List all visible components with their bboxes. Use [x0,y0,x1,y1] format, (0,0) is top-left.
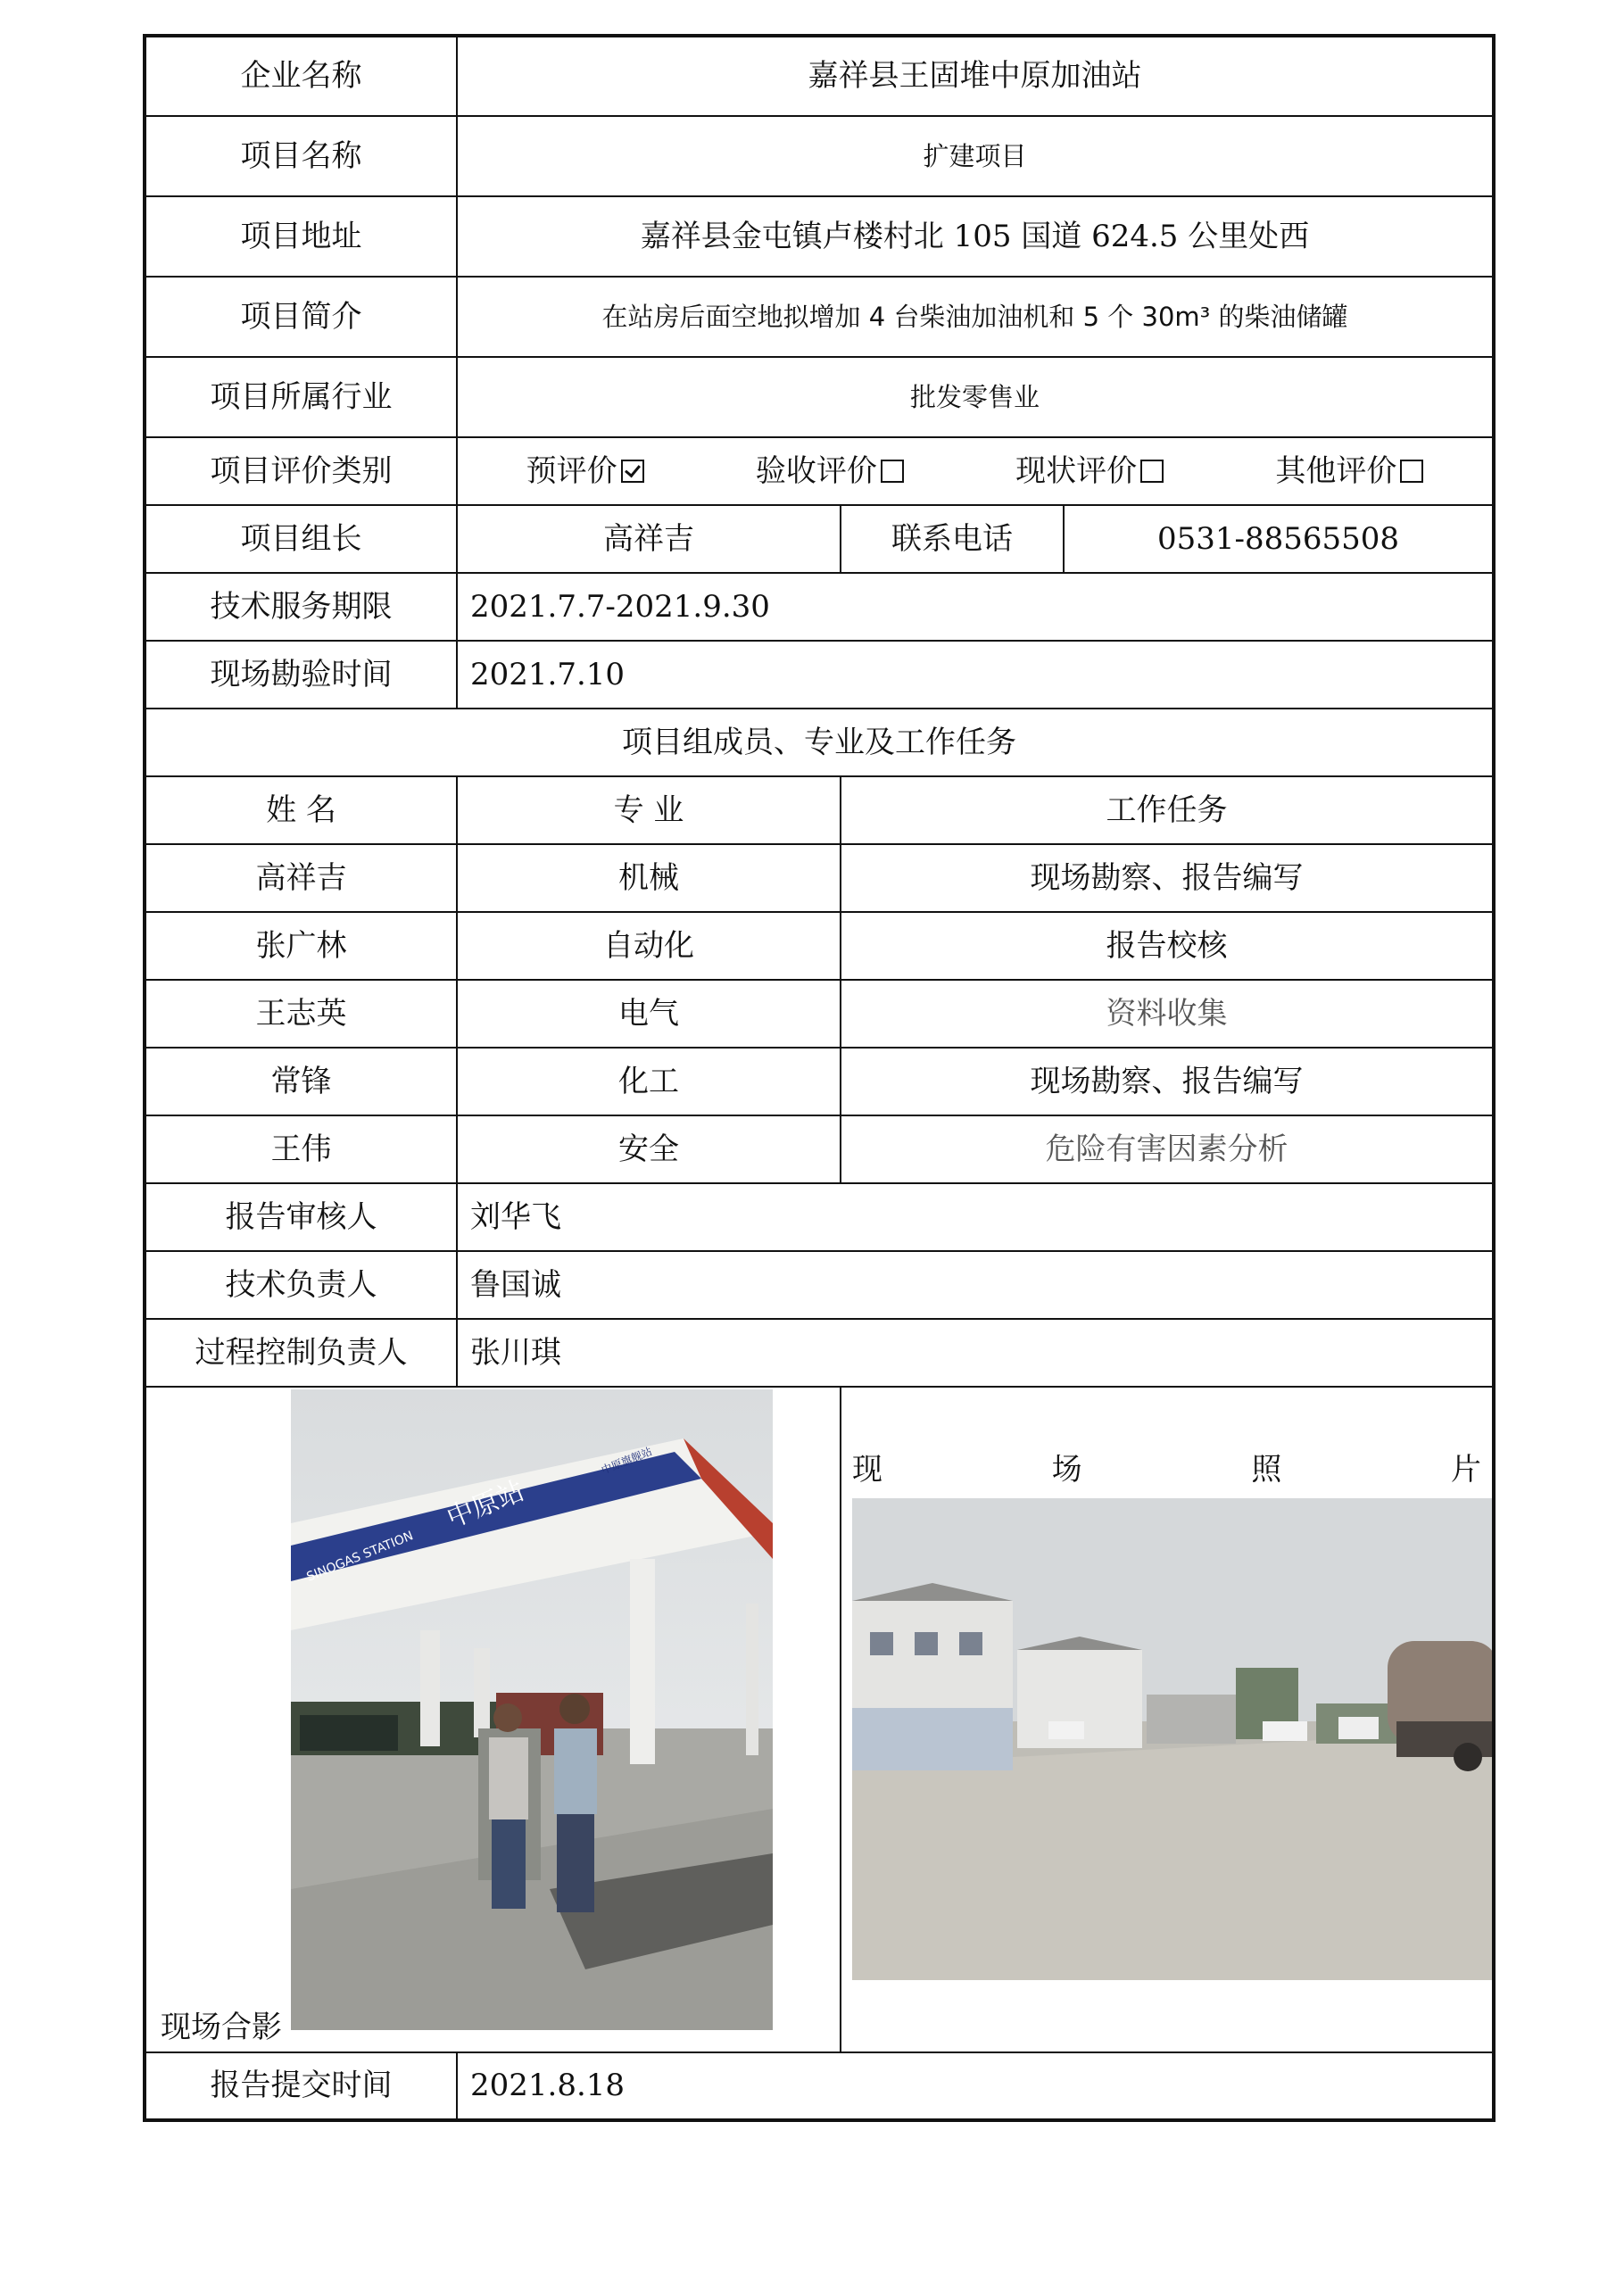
table-row [145,980,1494,1048]
table-row [145,1115,1494,1183]
industry-label: 项目所属行业 [145,357,457,437]
checkbox-icon[interactable] [1400,460,1423,483]
site-photo-cell [841,1387,1494,2052]
group-photo-cell [145,1387,841,2052]
row-project-address [145,196,1494,277]
canopy-side-text: 中原旗舰站 [599,1445,654,1477]
process-lead-label: 过程控制负责人 [145,1319,457,1387]
leader-value: 高祥吉 [457,505,841,573]
row-submit-time [145,2052,1494,2120]
group-photo-label: 现场合影 [161,2010,282,2046]
submit-time-label: 报告提交时间 [145,2052,457,2120]
row-service-period [145,573,1494,641]
survey-time-value: 2021.7.10 [457,641,1494,709]
eval-option-status[interactable]: 现状评价 [1015,453,1164,490]
phone-value: 0531-88565508 [1064,505,1494,573]
row-eval-type [145,437,1494,505]
checkbox-icon[interactable] [621,460,644,483]
service-period-label: 技术服务期限 [145,573,457,641]
row-leader [145,505,1494,573]
member-name: 张广林 [145,912,457,980]
company-name-value: 嘉祥县王固堆中原加油站 [457,36,1494,116]
team-section-title: 项目组成员、专业及工作任务 [145,709,1494,776]
project-summary-label: 项目简介 [145,277,457,357]
project-name-value: 扩建项目 [457,116,1494,196]
service-period-value: 2021.7.7-2021.9.30 [457,573,1494,641]
eval-option-acceptance[interactable]: 验收评价 [756,453,904,490]
row-project-summary [145,277,1494,357]
table-row [145,844,1494,912]
leader-label: 项目组长 [145,505,457,573]
member-name: 王伟 [145,1115,457,1183]
tech-lead-value: 鲁国诚 [457,1251,1494,1319]
checkbox-icon[interactable] [881,460,904,483]
eval-option-pre[interactable]: 预评价 [526,453,644,490]
member-task: 报告校核 [841,912,1494,980]
row-company-name [145,36,1494,116]
company-name-label: 企业名称 [145,36,457,116]
row-process-lead [145,1319,1494,1387]
report-reviewer-value: 刘华飞 [457,1183,1494,1251]
member-name: 常锋 [145,1048,457,1115]
table-row [145,1048,1494,1115]
canopy-sign-text: 中原站 [442,1475,529,1535]
member-major: 电气 [457,980,841,1048]
checkbox-icon[interactable] [1140,460,1164,483]
site-photo-title: 现 场 照 片 [852,1452,1481,1488]
phone-label: 联系电话 [841,505,1064,573]
eval-option-other[interactable]: 其他评价 [1275,453,1423,490]
member-task: 危险有害因素分析 [841,1115,1494,1183]
tech-lead-label: 技术负责人 [145,1251,457,1319]
member-major: 机械 [457,844,841,912]
process-lead-value: 张川琪 [457,1319,1494,1387]
member-name: 高祥吉 [145,844,457,912]
submit-time-value: 2021.8.18 [457,2052,1494,2120]
site-photo [852,1498,1494,1980]
member-major: 自动化 [457,912,841,980]
team-header-task: 工作任务 [841,776,1494,844]
project-address-label: 项目地址 [145,196,457,277]
group-photo [291,1389,773,2030]
row-survey-time [145,641,1494,709]
row-team-header [145,776,1494,844]
row-tech-lead [145,1251,1494,1319]
member-name: 王志英 [145,980,457,1048]
canopy-brand-text: SINOGAS STATION [304,1529,416,1585]
row-industry [145,357,1494,437]
member-task: 现场勘察、报告编写 [841,1048,1494,1115]
member-major: 安全 [457,1115,841,1183]
row-team-title [145,709,1494,776]
project-info-table [143,34,1496,2122]
member-major: 化工 [457,1048,841,1115]
project-summary-value: 在站房后面空地拟增加 4 台柴油加油机和 5 个 30m³ 的柴油储罐 [457,277,1494,357]
member-task: 现场勘察、报告编写 [841,844,1494,912]
eval-type-label: 项目评价类别 [145,437,457,505]
project-name-label: 项目名称 [145,116,457,196]
row-project-name [145,116,1494,196]
row-photos [145,1387,1494,2052]
project-address-value: 嘉祥县金屯镇卢楼村北 105 国道 624.5 公里处西 [457,196,1494,277]
member-task: 资料收集 [841,980,1494,1048]
team-header-major: 专 业 [457,776,841,844]
survey-time-label: 现场勘验时间 [145,641,457,709]
info-sheet [143,34,1492,2122]
industry-value: 批发零售业 [457,357,1494,437]
team-header-name: 姓 名 [145,776,457,844]
eval-type-options [457,437,1494,505]
row-report-reviewer [145,1183,1494,1251]
table-row [145,912,1494,980]
report-reviewer-label: 报告审核人 [145,1183,457,1251]
